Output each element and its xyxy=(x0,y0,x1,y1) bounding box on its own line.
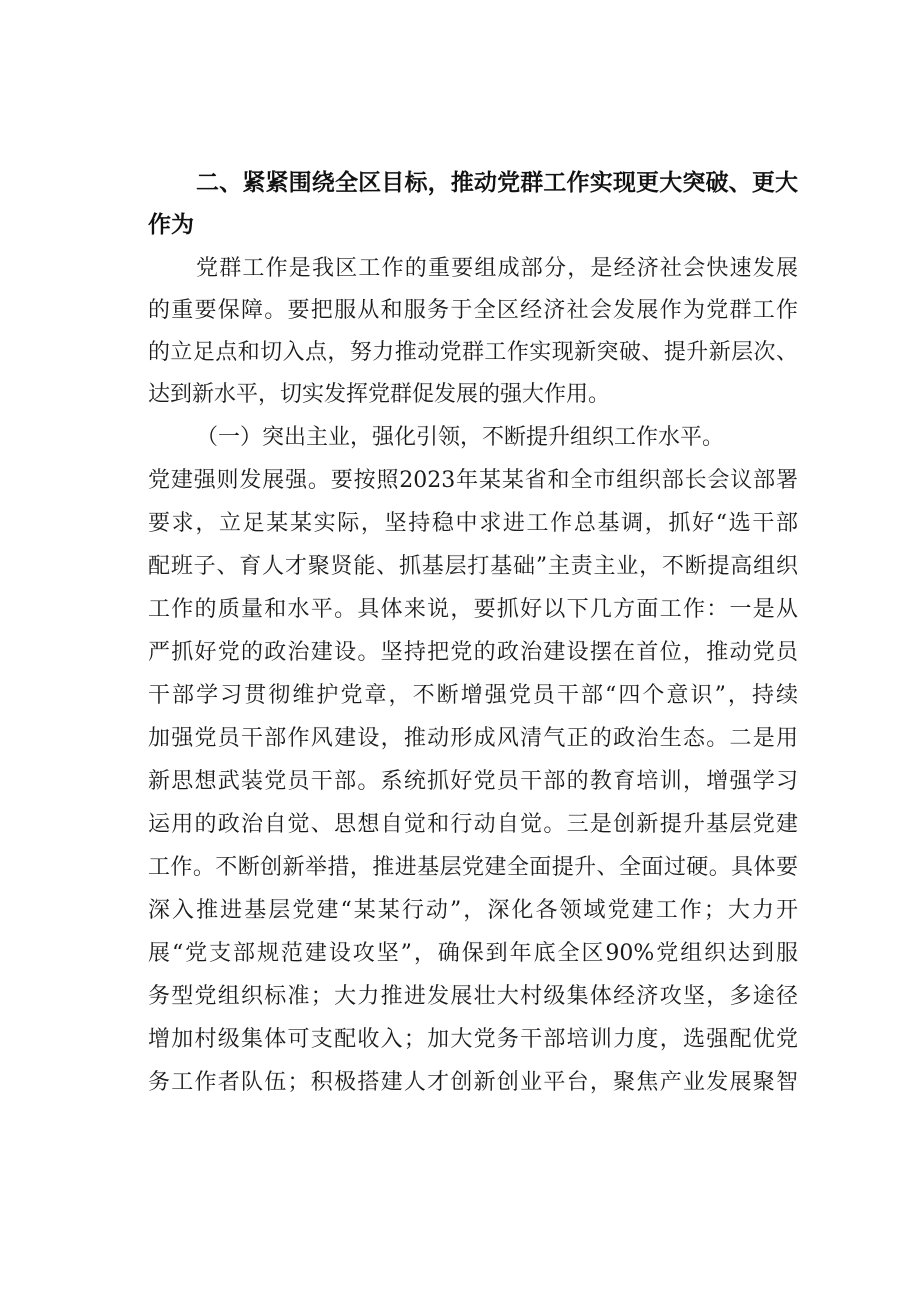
section-heading-line-2: 作为 xyxy=(148,212,194,238)
paragraph-2-line-14: 增加村级集体可支配收入；加大党务干部培训力度，选强配优党 xyxy=(148,1027,798,1052)
paragraph-2-line-6: 干部学习贯彻维护党章，不断增强党员干部“四个意识”，持续 xyxy=(148,683,798,708)
subheading: （一）突出主业，强化引领，不断提升组织工作水平。 xyxy=(196,425,725,450)
paragraph-2-line-1: 党建强则发展强。要按照2023年某某省和全市组织部长会议部署 xyxy=(148,468,798,493)
paragraph-1-line-1: 党群工作是我区工作的重要组成部分，是经济社会快速发展 xyxy=(196,256,798,281)
paragraph-2-line-11: 深入推进基层党建“某某行动”，深化各领域党建工作；大力开 xyxy=(148,898,798,923)
paragraph-2-line-15: 务工作者队伍；积极搭建人才创新创业平台，聚焦产业发展聚智 xyxy=(148,1070,798,1095)
section-heading-line-1: 二、紧紧围绕全区目标，推动党群工作实现更大突破、更大 xyxy=(196,170,798,196)
paragraph-1-line-3: 的立足点和切入点，努力推动党群工作实现新突破、提升新层次、 xyxy=(148,340,798,365)
paragraph-2-line-10: 工作。不断创新举措，推进基层党建全面提升、全面过硬。具体要 xyxy=(148,855,798,880)
paragraph-2-line-5: 严抓好党的政治建设。坚持把党的政治建设摆在首位，推动党员 xyxy=(148,640,798,665)
paragraph-2-line-4: 工作的质量和水平。具体来说，要抓好以下几方面工作：一是从 xyxy=(148,597,798,622)
paragraph-2-line-9: 运用的政治自觉、思想自觉和行动自觉。三是创新提升基层党建 xyxy=(148,812,798,837)
paragraph-1-line-2: 的重要保障。要把服从和服务于全区经济社会发展作为党群工作 xyxy=(148,298,798,323)
paragraph-2-line-13: 务型党组织标准；大力推进发展壮大村级集体经济攻坚，多途径 xyxy=(148,984,798,1009)
paragraph-1-line-4: 达到新水平，切实发挥党群促发展的强大作用。 xyxy=(148,382,611,407)
paragraph-2-line-12: 展“党支部规范建设攻坚”，确保到年底全区90%党组织达到服 xyxy=(148,941,798,966)
paragraph-2-line-8: 新思想武装党员干部。系统抓好党员干部的教育培训，增强学习 xyxy=(148,769,798,794)
paragraph-2-line-2: 要求，立足某某实际，坚持稳中求进工作总基调，抓好“选干部 xyxy=(148,511,798,536)
paragraph-2-line-3: 配班子、育人才聚贤能、抓基层打基础”主责主业，不断提高组织 xyxy=(148,554,798,579)
paragraph-2-line-7: 加强党员干部作风建设，推动形成风清气正的政治生态。二是用 xyxy=(148,726,798,751)
